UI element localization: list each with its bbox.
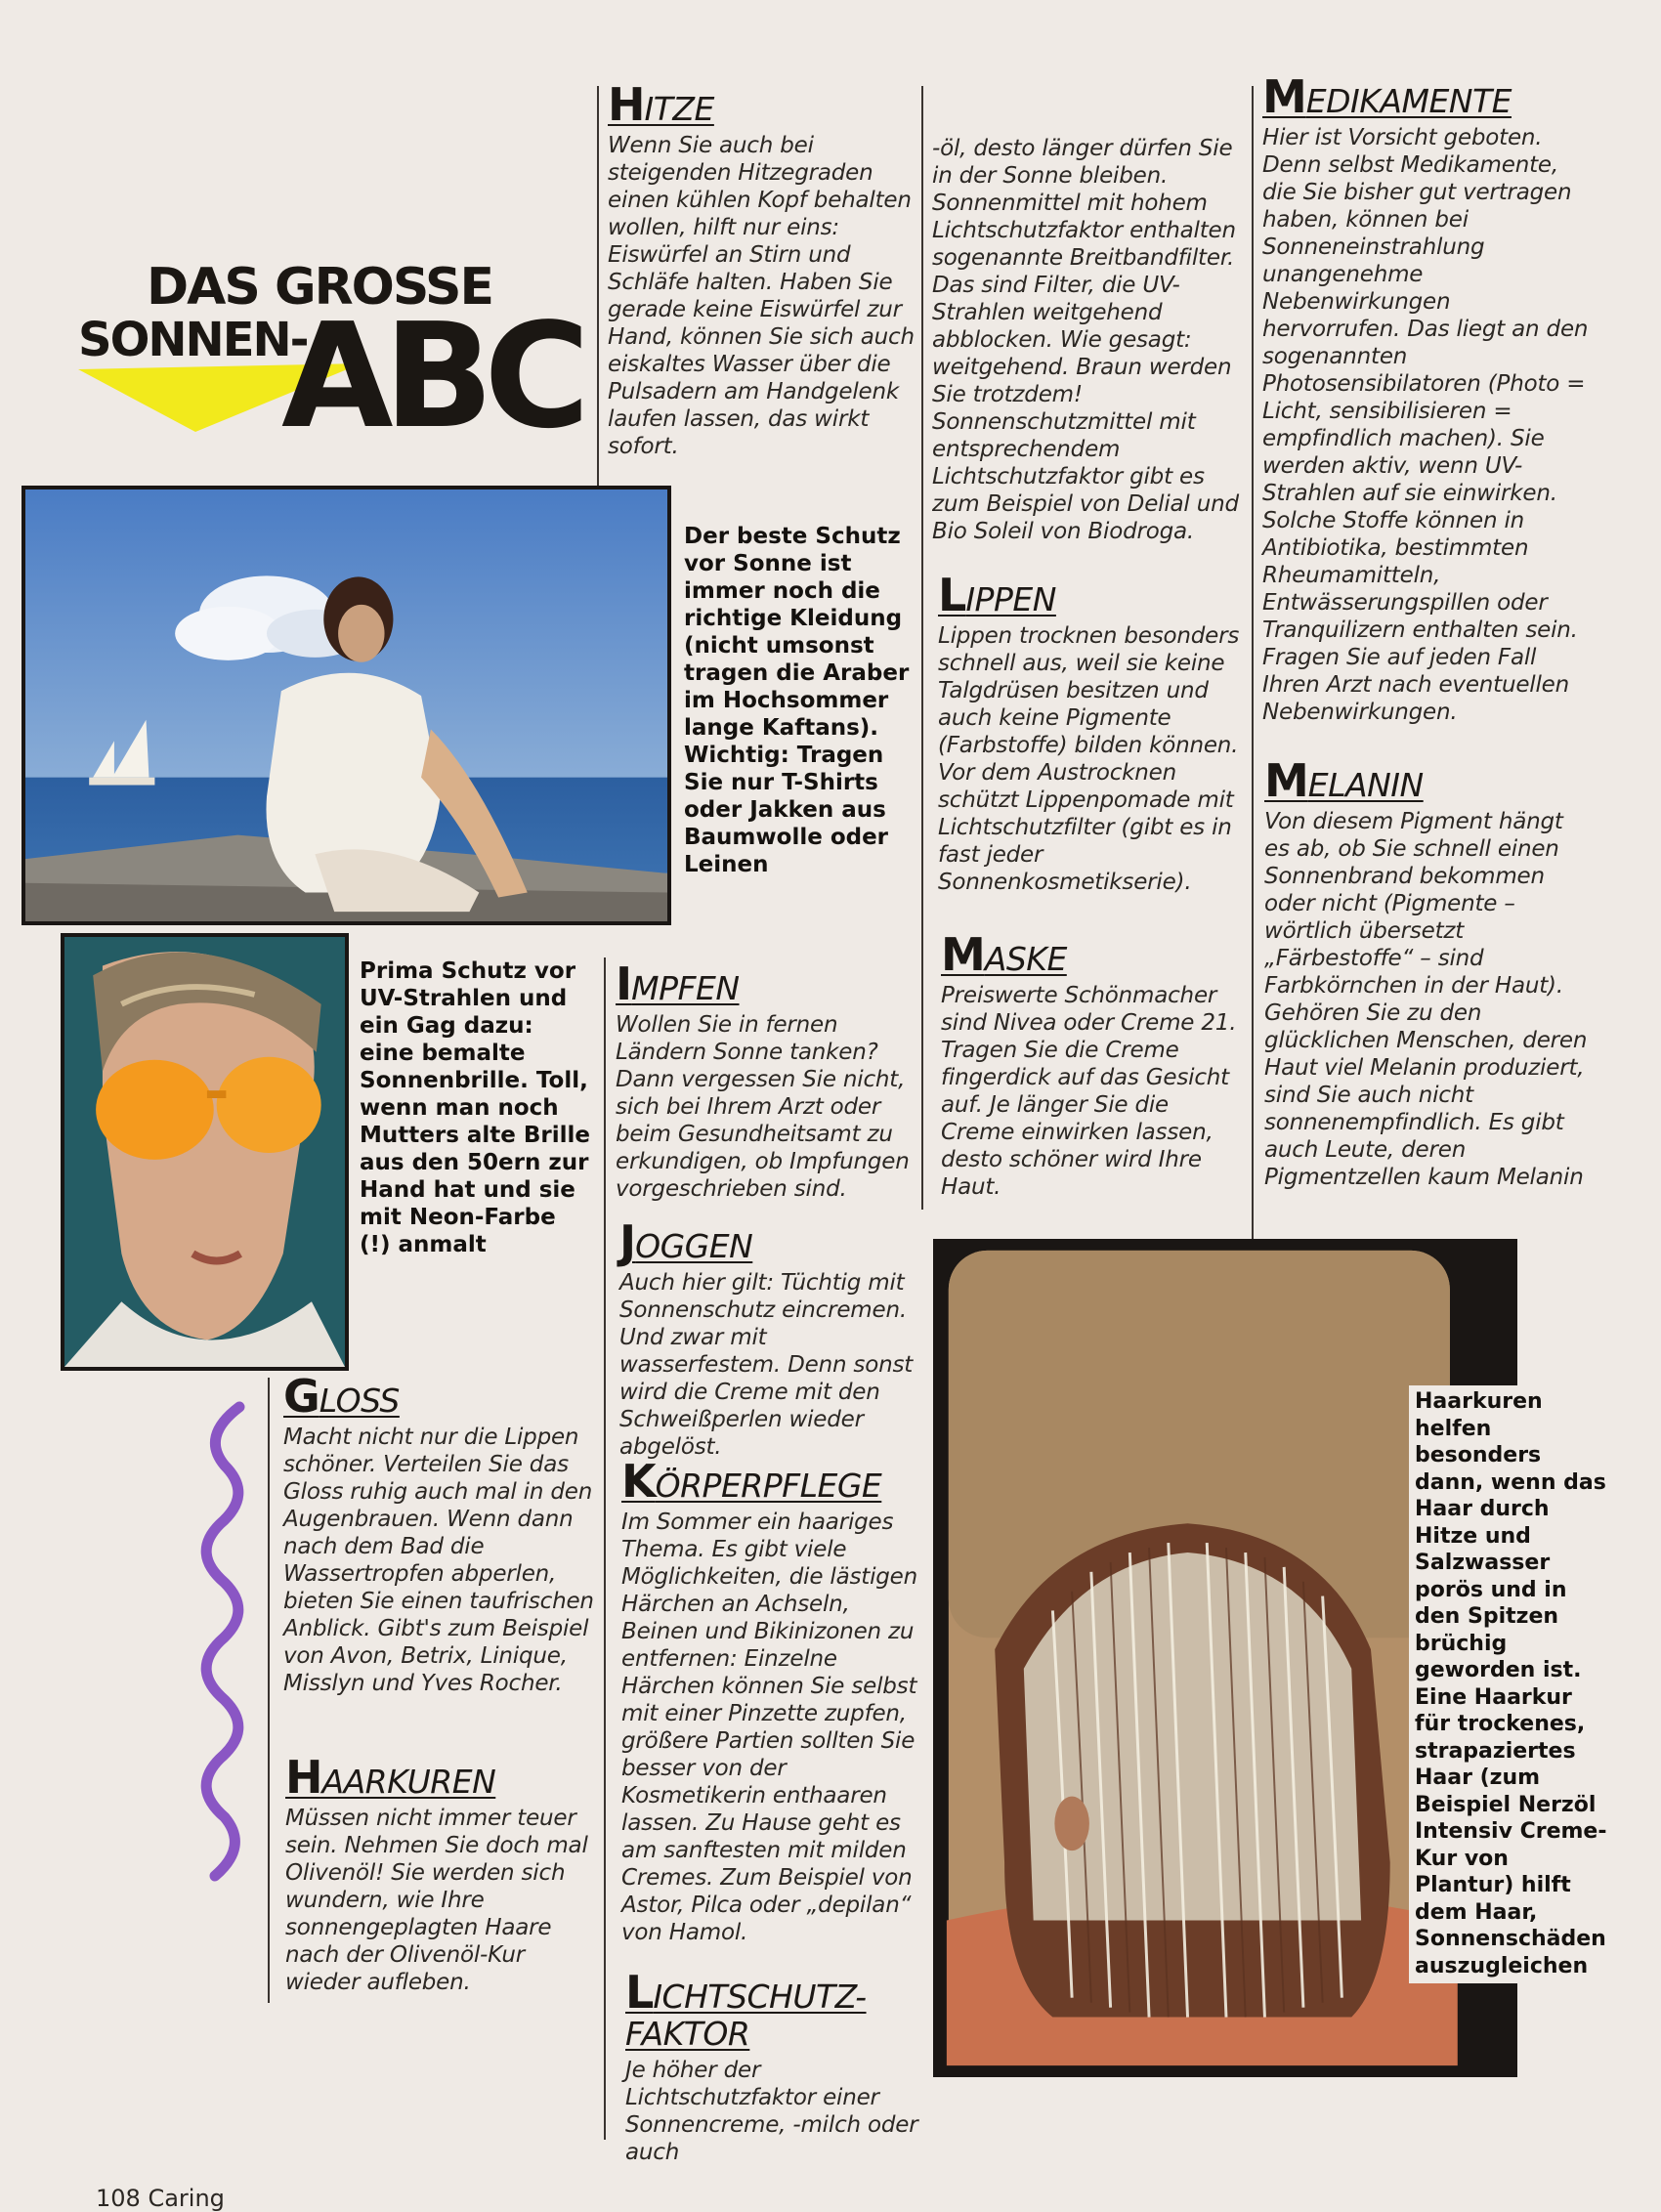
entry-lippen: [938, 569, 1246, 896]
entry-lichtschutzfaktor: [625, 1966, 928, 2166]
beach-photo: [21, 486, 671, 925]
entry-text: Hier ist Vorsicht geboten. Denn selbst Medikamente, die Sie bisher gut vertragen haben, können bei Sonneneinstrahlung unangenehme Nebenwirkungen hervorrufen. Das liegt an den sogenannten Photosensibilatoren (Photo = Licht, sensibilisieren = empfindlich machen). Sie werden aktiv, wenn UV-Strahlen auf sie einwirken. Solche Stoffe können in Antibiotika, bestimmten Rheumamitteln, Entwässerungspillen oder Tranquilizern enthalten sein. Fragen Sie auf jeden Fall Ihren Arzt nach eventuellen Nebenwirkungen.: [1262, 125, 1589, 725]
caption-beach: Der beste Schutz vor Sonne ist immer noch die richtige Kleidung (nicht umsonst tragen die Araber im Hochsommer lange Kaftans). Wichtig: Tragen Sie nur T-Shirts oder Jakken aus Baumwolle oder Leinen: [684, 524, 910, 877]
title-line1: DAS GROSSE: [147, 258, 492, 317]
entry-melanin: [1264, 754, 1592, 1191]
entry-heading: MEDIKAMENTE: [1262, 70, 1512, 123]
title-block: [68, 256, 580, 460]
entry-koerperpflege: [621, 1455, 926, 1946]
entry-heading: IMPFEN: [616, 957, 740, 1010]
entry-text: Macht nicht nur die Lippen schöner. Verteilen Sie das Gloss ruhig auch mal in den Augenbrauen. Wenn dann nach dem Bad die Wassertropfen abperlen, bieten Sie einen taufrischen Anblick. Gibt's zum Beispiel von Avon, Betrix, Linique, Misslyn und Yves Rocher.: [283, 1425, 594, 1696]
entry-impfen: [616, 957, 918, 1203]
entry-text: Wenn Sie auch bei steigenden Hitzegraden einen kühlen Kopf behalten wollen, hilft nur eins: Eiswürfel an Stirn und Schläfe halten. Haben Sie gerade keine Eiswürfel zur Hand, können Sie sich auch eiskaltes Wasser über die Pulsadern am Handgelenk laufen lassen, das wirkt sofort.: [608, 133, 915, 459]
entry-heading: LICHTSCHUTZ-: [625, 1966, 867, 2019]
entry-haarkuren: [285, 1751, 598, 1996]
entry-joggen: [619, 1215, 922, 1461]
entry-heading: MASKE: [941, 928, 1067, 981]
purple-squiggle-shape: [195, 1397, 264, 1886]
entry-text: Wollen Sie in fernen Ländern Sonne tanken? Dann vergessen Sie nicht, sich bei Ihrem Arzt oder beim Gesundheitsamt zu erkundigen, ob Impfungen vorgeschrieben sind.: [616, 1012, 910, 1202]
entry-heading-line2: FAKTOR: [625, 2015, 750, 2053]
entry-heading: HAARKUREN: [285, 1751, 496, 1804]
column-rule: [604, 957, 606, 2140]
title-abc: ABC: [281, 292, 580, 460]
entry-text: Müssen nicht immer teuer sein. Nehmen Sie doch mal Olivenöl! Sie werden sich wundern, wie Ihre sonnengeplagten Haare nach der Olivenöl-Kur wieder aufleben.: [285, 1806, 588, 1995]
column-rule: [1252, 86, 1254, 1249]
column-rule: [921, 86, 923, 1210]
entry-heading: MELANIN: [1264, 754, 1424, 807]
entry-gloss: [283, 1370, 596, 1697]
entry-text: Auch hier gilt: Tüchtig mit Sonnenschutz eincremen. Und zwar mit wasserfestem. Denn sonst wird die Creme mit den Schweißperlen wieder abgelöst.: [619, 1270, 914, 1460]
entry-heading: JOGGEN: [619, 1215, 753, 1268]
caption-hair-treatment: Haarkuren helfen besonders dann, wenn das Haar durch Hitze und Salzwasser porös und in den Spitzen brüchig geworden ist. Eine Haarkur für trockenes, strapaziertes Haar (zum Beispiel Nerzöl Intensiv Creme-Kur von Plantur) hilft dem Haar, Sonnenschäden auszugleichen: [1409, 1385, 1614, 1983]
page-folio: 108 Caring: [96, 2185, 225, 2212]
entry-text: Im Sommer ein haariges Thema. Es gibt viele Möglichkeiten, die lästigen Härchen an Achseln, Beinen und Bikinizonen zu entfernen: Einzelne Härchen können Sie selbst mit einer Pinzette zupfen, größere Partien sollten Sie besser von der Kosmetikerin enthaaren lassen. Zu Hause geht es am sanftesten mit milden Cremes. Zum Beispiel von Astor, Pilca oder „depilan“ von Hamol.: [621, 1510, 917, 1945]
title-line2: SONNEN-: [78, 313, 308, 367]
entry-text: -öl, desto länger dürfen Sie in der Sonne bleiben. Sonnenmittel mit hohem Lichtschutzfaktor enthalten sogenannte Breitbandfilter. Das sind Filter, die UV-Strahlen weitgehend abblocken. Wie gesagt: weitgehend. Braun werden Sie trotzdem! Sonnenschutzmittel mit entsprechendem Lichtschutzfaktor gibt es zum Beispiel von Delial und Bio Soleil von Biodroga.: [932, 136, 1239, 544]
entry-text: Von diesem Pigment hängt es ab, ob Sie schnell einen Sonnenbrand bekommen oder nicht (Pigmente – wörtlich übersetzt „Färbestoffe“ – sind Farbkörnchen in der Haut). Gehören Sie zu den glücklichen Menschen, deren Haut viel Melanin produziert, sind Sie auch nicht sonnenempfindlich. Es gibt auch Leute, deren Pigmentzellen kaum Melanin: [1264, 809, 1588, 1190]
entry-maske: [941, 928, 1249, 1201]
entry-heading: LIPPEN: [938, 569, 1056, 621]
entry-text: Lippen trocknen besonders schnell aus, weil sie keine Talgdrüsen besitzen und auch keine Pigmente (Farbstoffe) bilden können. Vor dem Austrocknen schützt Lippenpomade mit Lichtschutzfilter (gibt es in fast jeder Sonnenkosmetikserie).: [938, 623, 1240, 895]
entry-text: Preiswerte Schönmacher sind Nivea oder Creme 21. Tragen Sie die Creme fingerdick auf das Gesicht auf. Je länger Sie die Creme einwirken lassen, desto schöner wird Ihre Haut.: [941, 983, 1237, 1200]
sunglasses-photo: [61, 933, 349, 1371]
entry-hitze: [608, 78, 916, 460]
column-rule: [268, 1378, 270, 2003]
entry-text: Je höher der Lichtschutzfaktor einer Sonnencreme, -milch oder auch: [625, 2058, 918, 2165]
entry-heading: GLOSS: [283, 1370, 400, 1423]
caption-sunglasses: Prima Schutz vor UV-Strahlen und ein Gag dazu: eine bemalte Sonnenbrille. Toll, wenn man noch Mutters alte Brille aus den 50ern zur Hand hat und sie mit Neon-Farbe (!) anmalt: [360, 958, 591, 1257]
entry-heading: HITZE: [608, 78, 714, 131]
entry-heading: KÖRPERPFLEGE: [621, 1455, 882, 1508]
entry-medikamente: [1262, 70, 1590, 726]
entry-lichtschutz-continued: [932, 135, 1243, 545]
column-rule: [597, 86, 599, 496]
